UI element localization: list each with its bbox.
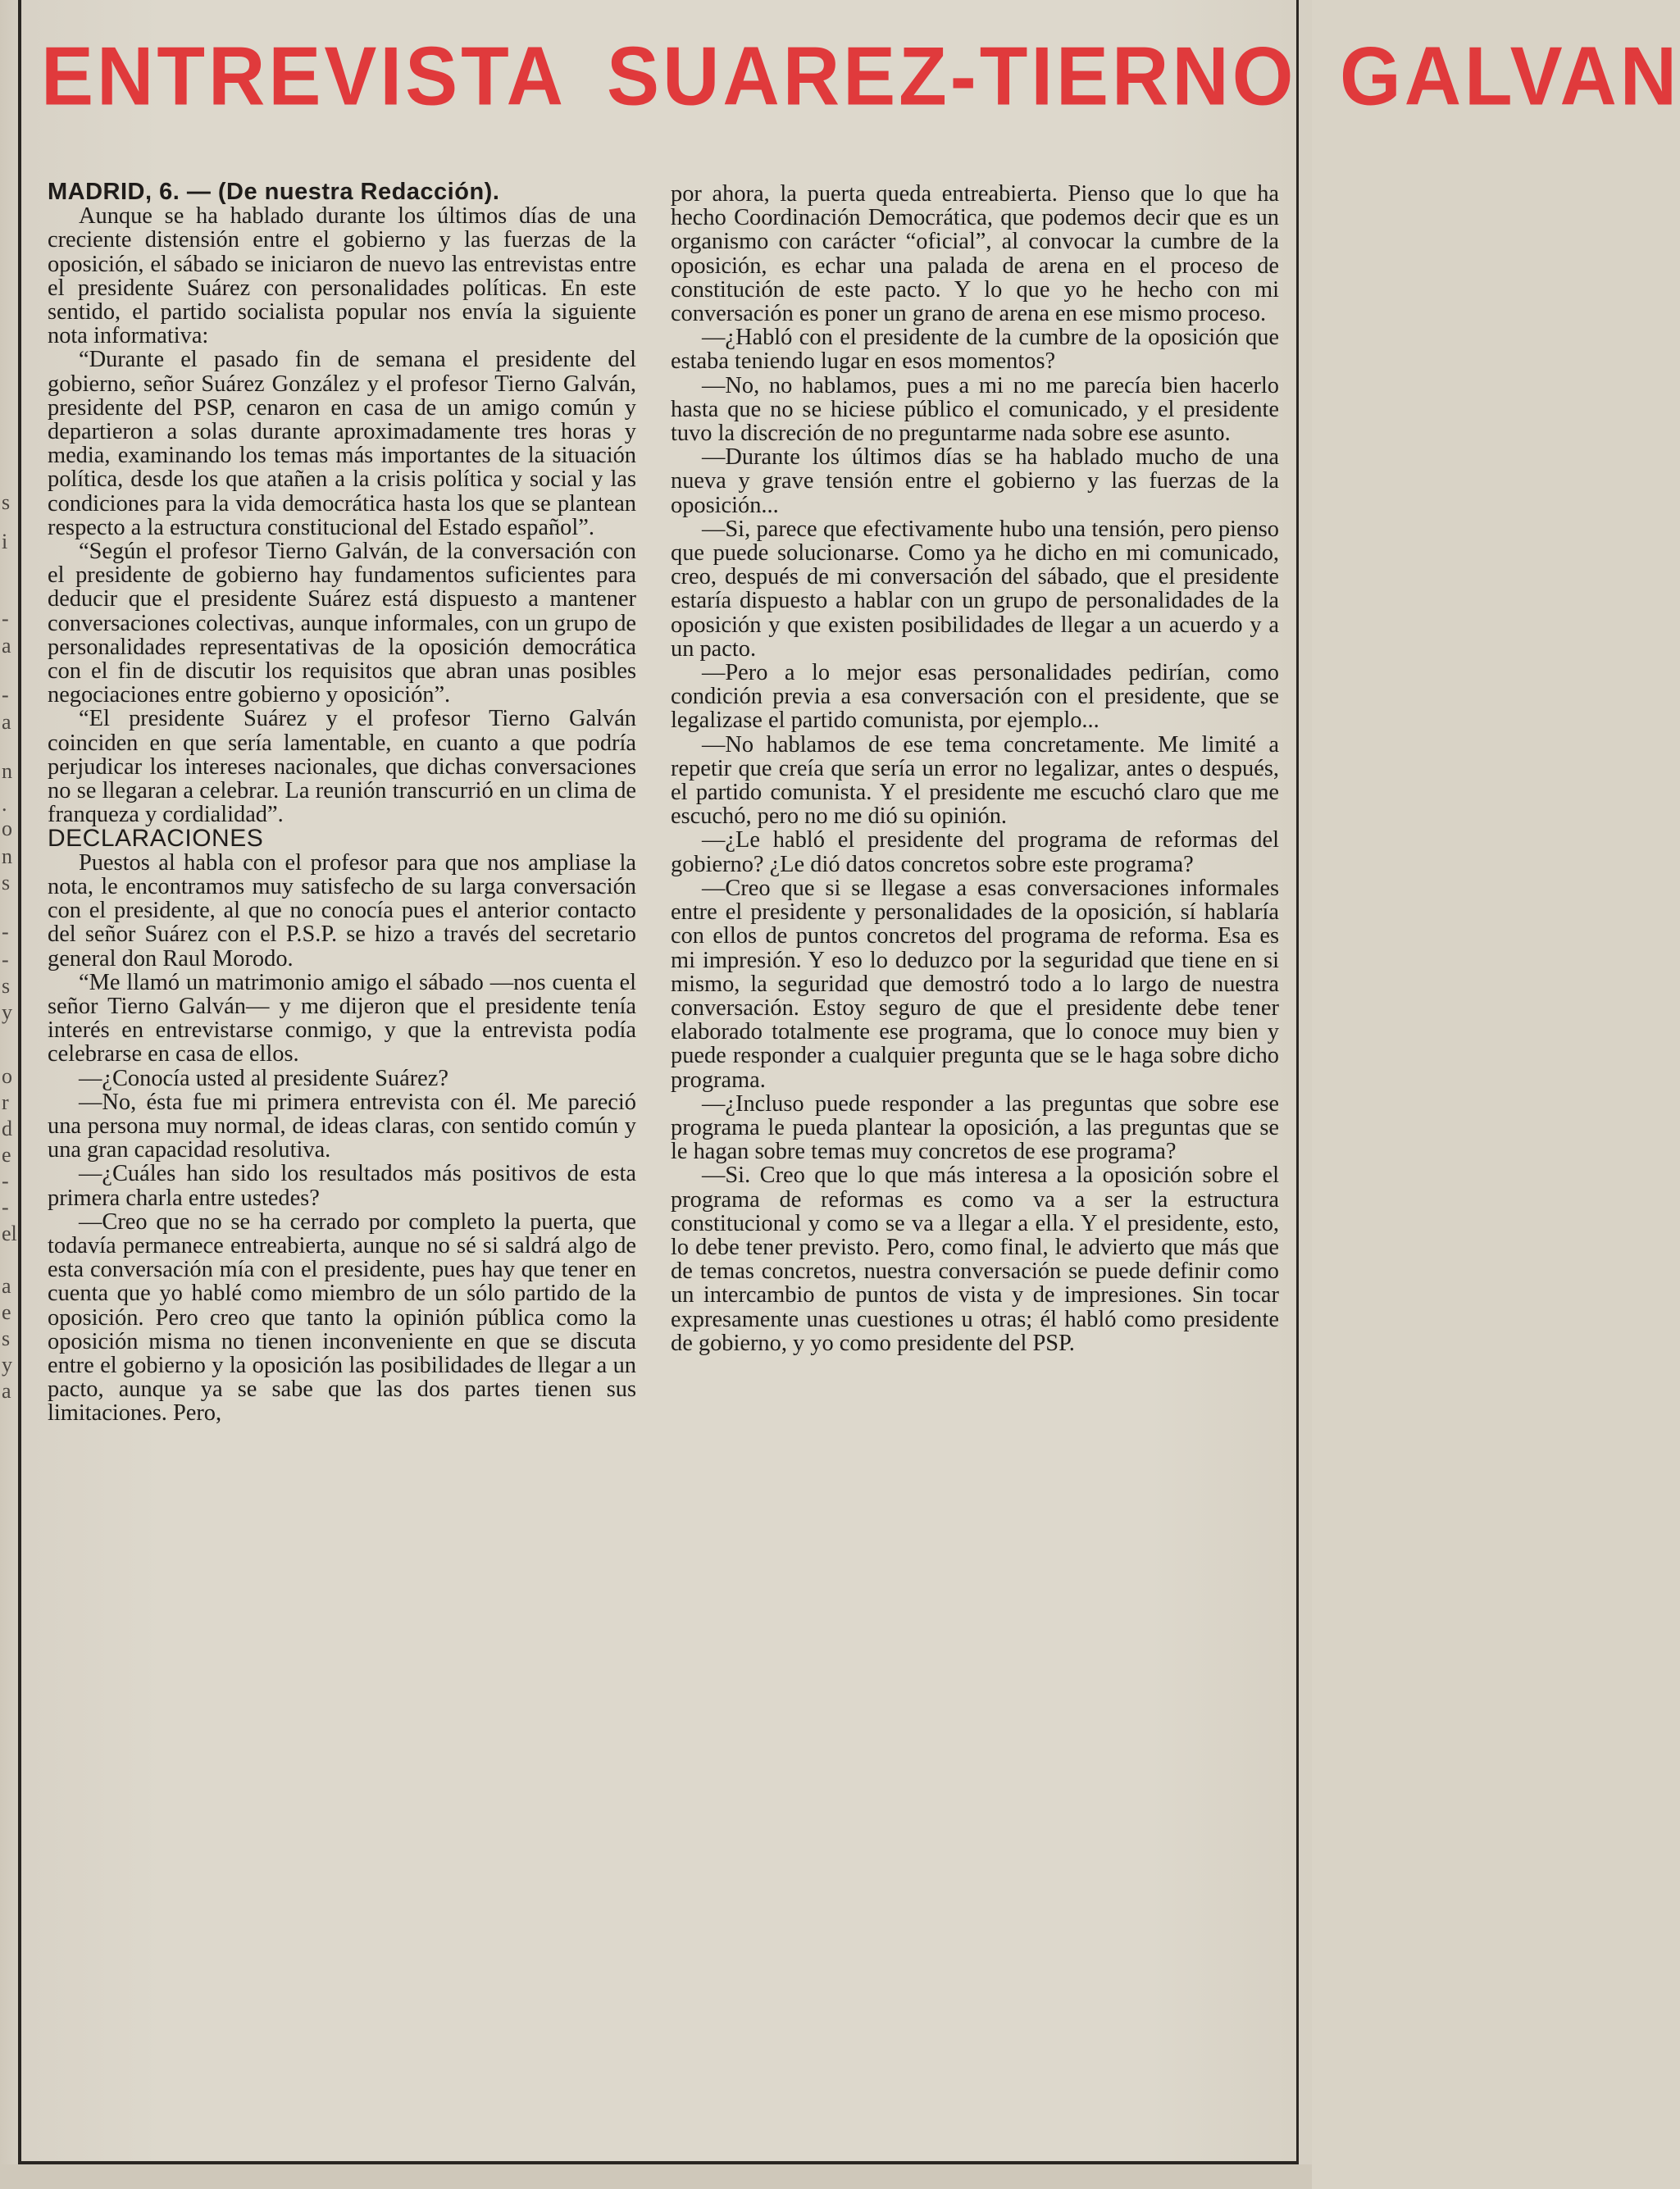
paragraph: —Creo que si se llegase a esas conversaciones informales entre el presidente y personalidades de la oposición, sí hablaría con ellos de puntos concretos del programa de reforma. Esa es mi impresión. Y eso lo deduzco por la seguridad que tiene en si mismo, la seguridad que demostró todo a lo largo de nuestra conversación. Estoy seguro de que el presidente debe tener elaborado totalmente ese programa, que lo conoce muy bien y puede responder a cualquier pregunta que se le haga sobre dicho programa. <box>671 875 1279 1093</box>
dateline: MADRID, 6. — (De nuestra Redacción). <box>48 179 500 205</box>
margin-fragment: d <box>2 1117 12 1140</box>
paragraph: —¿Incluso puede responder a las preguntas que sobre ese programa le pueda plantear la oposición, a las preguntas que se le hagan sobre temas muy concretos de ese programa? <box>671 1090 1279 1165</box>
paragraph: “Me llamó un matrimonio amigo el sábado —nos cuenta el señor Tierno Galván— y me dijeron que el presidente tenía interés en entrevistarse conmigo, y que la entrevista podía celebrarse en casa de ellos. <box>48 969 636 1067</box>
margin-fragment: - <box>2 948 9 972</box>
margin-fragment: s <box>2 1327 11 1350</box>
paragraph: —¿Habló con el presidente de la cumbre de la oposición que estaba teniendo lugar en esos momentos? <box>671 325 1279 375</box>
paragraph: Aunque se ha hablado durante los últimos días de una creciente distensión entre el gobierno y las fuerzas de la oposición, el sábado se iniciaron de nuevo las entrevistas entre el presidente Suárez con personalidades políticas. En este sentido, el partido socialista popular nos envía la siguiente nota informativa: <box>48 203 636 349</box>
paragraph: Puestos al habla con el profesor para que nos ampliase la nota, le encontramos muy satisfecho de su larga conversación con el presidente, al que no conocía pues el anterior contacto del señor Suárez con el P.S.P. se hizo a través del secretario general don Raul Morodo. <box>48 849 636 972</box>
paragraph: —Durante los últimos días se ha hablado mucho de una nueva y grave tensión entre el gobierno y las fuerzas de la oposición... <box>671 444 1279 518</box>
adjacent-column-fragments <box>0 0 15 2189</box>
margin-fragment: - <box>2 920 9 944</box>
paragraph: —¿Cuáles han sido los resultados más positivos de esta primera charla entre ustedes? <box>48 1161 636 1211</box>
margin-fragment: e <box>2 1300 11 1324</box>
section-subhead: DECLARACIONES <box>48 825 264 853</box>
margin-fragment: a <box>2 1379 11 1403</box>
margin-fragment: s <box>2 871 11 894</box>
margin-fragment: - <box>2 607 9 630</box>
paragraph: —Si. Creo que lo que más interesa a la oposición sobre el programa de reformas es como va a ser la estructura constitucional y como se va a llegar a ella. Y el presidente, esto, lo debe tener previsto. Pero, como final, le advierto que más que de temas concretos, nuestra conversación se puede definir como un intercambio de puntos de vista y de impresiones. Sin tocar expresamente unas cuestiones u otras; él habló como presidente de gobierno, y yo como presidente del PSP. <box>671 1163 1279 1356</box>
margin-fragment: y <box>2 1353 12 1377</box>
margin-fragment: a <box>2 710 11 734</box>
margin-fragment: r <box>2 1090 9 1114</box>
paragraph: —¿Le habló el presidente del programa de reformas del gobierno? ¿Le dió datos concretos sobre este programa? <box>671 827 1279 877</box>
margin-fragment: . <box>2 792 7 816</box>
paragraph: —Pero a lo mejor esas personalidades pedirían, como condición previa a esa conversación con el presidente, que se legalizase el partido comunista, por ejemplo... <box>671 660 1279 734</box>
margin-fragment: i <box>2 530 8 553</box>
margin-fragment: a <box>2 634 11 658</box>
paragraph: —Creo que no se ha cerrado por completo la puerta, que todavía permanece entreabierta, aunque no sé si saldrá algo de esta conversación mía con el presidente, pues hay que tener en cuenta que yo hablé como miembro de un sólo partido de la oposición. Pero creo que tanto la opinión pública como la oposición misma no tienen inconveniente en que se discuta entre el gobierno y la oposición las posibilidades de llegar a un pacto, aunque ya se sabe que las dos partes tienen sus limitaciones. Pero, <box>48 1208 636 1427</box>
margin-fragment: n <box>2 759 12 783</box>
margin-fragment: el <box>2 1222 17 1245</box>
article-column-right <box>671 182 1279 2150</box>
margin-fragment: - <box>2 1195 9 1219</box>
paragraph: —No hablamos de ese tema concretamente. Me limité a repetir que creía que sería un error no legalizar, antes o después, el partido comunista. Y el presidente me escuchó claro que me escuchó, pero no me dió su opinión. <box>671 731 1279 830</box>
margin-fragment: a <box>2 1274 11 1298</box>
headline: ENTREVISTA SUAREZ-TIERNO GALVAN <box>41 30 1680 123</box>
margin-fragment: s <box>2 490 11 514</box>
page-bottom-edge <box>0 2164 1312 2189</box>
paragraph: —¿Conocía usted al presidente Suárez? <box>79 1065 448 1091</box>
margin-fragment: s <box>2 974 11 998</box>
margin-fragment: o <box>2 817 12 840</box>
paragraph: —No, no hablamos, pues a mi no me parecía bien hacerlo hasta que no se hiciese público el comunicado, y el presidente tuvo la discreción de no preguntarme nada sobre ese asunto. <box>671 372 1279 447</box>
margin-fragment: n <box>2 844 12 868</box>
paragraph: “El presidente Suárez y el profesor Tierno Galván coinciden en que sería lamentable, en cuanto a que podría perjudicar los intereses nacionales, que dichas conversaciones no se llegaran a celebrar. La reunión transcurrió en un clima de franqueza y cordialidad”. <box>48 706 636 828</box>
margin-fragment: y <box>2 1000 12 1024</box>
paragraph: —Si, parece que efectivamente hubo una tensión, pero pienso que puede solucionarse. Como ya he dicho en mi comunicado, creo, después de mi conversación del sábado, que el presidente estaría dispuesto a hablar con un grupo de personalidades de la oposición y que existen posibilidades de llegar a un acuerdo y a un pacto. <box>671 516 1279 662</box>
paragraph: “Durante el pasado fin de semana el presidente del gobierno, señor Suárez González y el profesor Tierno Galván, presidente del PSP, cenaron en casa de un amigo común y departieron a solas durante aproximadamente tres horas y media, examinando los temas más importantes de la situación política, desde los que atañen a la crisis política y social y las condiciones para la vida democrática hasta los que se plantean respecto a la estructura constitucional del Estado español”. <box>48 347 636 540</box>
margin-fragment: e <box>2 1143 11 1167</box>
article-column-left <box>48 180 636 2148</box>
margin-fragment: - <box>2 1169 9 1193</box>
paragraph: “Según el profesor Tierno Galván, de la conversación con el presidente de gobierno hay fundamentos suficientes para deducir que el presidente Suárez está dispuesto a mantener conversaciones colectivas, aunque informales, con un grupo de personalidades representativas de la oposición democrática con el fin de discutir los requisitos que abran unas posibles negociaciones entre gobierno y oposición”. <box>48 539 636 708</box>
paragraph: por ahora, la puerta queda entreabierta. Pienso que lo que ha hecho Coordinación Democrática, que podemos decir que es un organismo con carácter “oficial”, al convocar la cumbre de la oposición, es echar una palada de arena en el proceso de constitución de este pacto. Y lo que yo he hecho con mi conversación es poner un grano de arena en ese mismo proceso. <box>671 181 1279 327</box>
margin-fragment: - <box>2 683 9 707</box>
margin-fragment: o <box>2 1064 12 1088</box>
paragraph: —No, ésta fue mi primera entrevista con él. Me pareció una persona muy normal, de ideas claras, con sentido común y una gran capacidad resolutiva. <box>48 1089 636 1163</box>
